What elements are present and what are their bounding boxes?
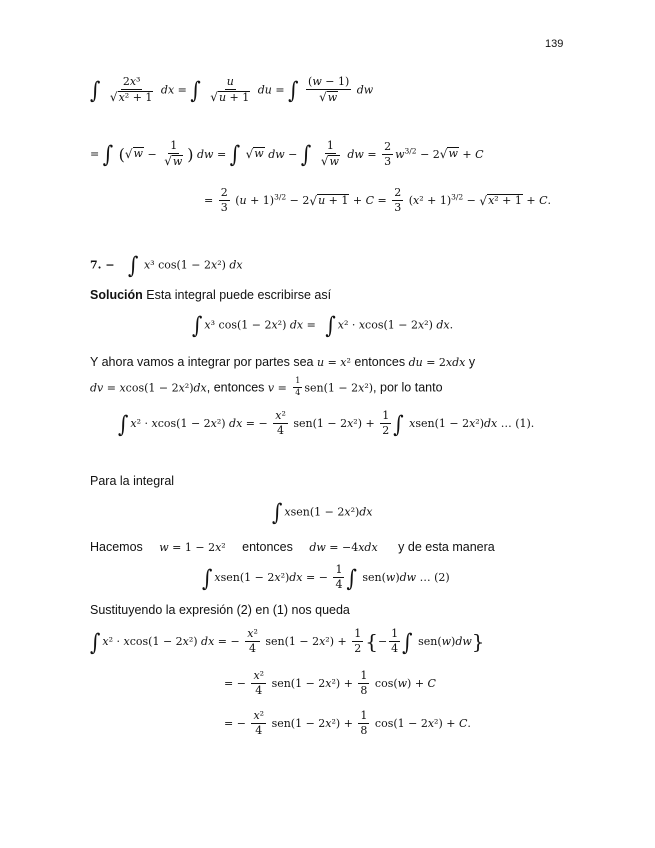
fraction: 2𝑥³ √ 𝑥² + 1 xyxy=(109,75,153,105)
final-equation-3: = − $\frac{\text{𝑥²}}{4}$ sen(1 − 2𝑥²) + $\frac{1}{8}$ cos(1 − 2𝑥²) + 𝐶. xyxy=(224,709,471,738)
integral-alone: ∫ 𝑥sen(1 − 2𝑥²)𝑑𝑥 xyxy=(272,498,373,526)
solution-text: Solución Esta integral puede escribirse así xyxy=(90,288,332,302)
parts-line-2: 𝑑𝑣 = 𝑥cos(1 − 2𝑥²)𝑑𝑥, entonces 𝑣 = $\frac{1}{4}$ sen(1 − 2𝑥²), por lo tanto xyxy=(90,376,443,397)
page-number: 139 xyxy=(545,38,564,50)
sustituyendo-text: Sustituyendo la expresión (2) en (1) nos queda xyxy=(90,603,350,617)
hacemos-line: Hacemos 𝑤 = 1 − 2𝑥² entonces 𝑑𝑤 = −4𝑥𝑑𝑥 y de esta manera xyxy=(90,540,495,554)
equation-line-2: = ∫ ( √ 𝑤 − 1 √ 𝑤 ) 𝑑𝑤 = ∫ √ 𝑤 𝑑𝑤 − ∫ 1 √ 𝑤 𝑑𝑤 = $\frac{2}{3}$ 𝑤$^{3/2}$ − 2 √ 𝑤 + 𝐶 xyxy=(90,139,484,169)
final-equation-2: = − $\frac{\text{𝑥²}}{4}$ sen(1 − 2𝑥²) + $\frac{1}{8}$ cos(𝑤) + 𝐶 xyxy=(224,669,436,698)
rewrite-equation: ∫ 𝑥³ cos(1 − 2𝑥²) 𝑑𝑥 = ∫ 𝑥² · 𝑥cos(1 − 2𝑥²) 𝑑𝑥. xyxy=(192,311,454,339)
equation-2: ∫ 𝑥sen(1 − 2𝑥²)𝑑𝑥 = − $\frac{1}{4}$ ∫ sen(𝑤)𝑑𝑤 … (2) xyxy=(202,563,450,592)
equation-1: ∫ 𝑥² · 𝑥cos(1 − 2𝑥²) 𝑑𝑥 = − $\frac{\text{𝑥²}}{4}$ sen(1 − 2𝑥²) + $\frac{1}{2}$ ∫ 𝑥sen(1 − 2𝑥²)𝑑𝑥 … (1). xyxy=(118,409,535,438)
parts-line-1: Y ahora vamos a integrar por partes sea 𝑢 = 𝑥² entonces 𝑑𝑢 = 2𝑥𝑑𝑥 y xyxy=(90,355,476,369)
equation-line-1: ∫ 2𝑥³ √ 𝑥² + 1 𝑑𝑥 = ∫ 𝑢 √ 𝑢 + 1 𝑑𝑢 = ∫ (𝑤 − 1) √ 𝑤 𝑑𝑤 xyxy=(90,75,374,105)
integral-sign: ∫ xyxy=(90,76,101,105)
final-equation-1: ∫ 𝑥² · 𝑥cos(1 − 2𝑥²) 𝑑𝑥 = − $\frac{\text{𝑥²}}{4}$ sen(1 − 2𝑥²) + $\frac{1}{2}$ {− $\frac{1}{4}$ ∫ sen(𝑤)𝑑𝑤} xyxy=(90,627,485,656)
problem-7: 7. − ∫ 𝑥³ cos(1 − 2𝑥²) 𝑑𝑥 xyxy=(90,251,243,279)
equation-line-3: = $\frac{2}{3}$ (𝑢 + 1)$^{3/2}$ − 2 √ 𝑢 + 1 + 𝐶 = $\frac{2}{3}$ (𝑥² + 1)$^{3/2}$ − √ 𝑥² + 1 + 𝐶. xyxy=(204,186,552,215)
para-integral-text: Para la integral xyxy=(90,474,175,488)
